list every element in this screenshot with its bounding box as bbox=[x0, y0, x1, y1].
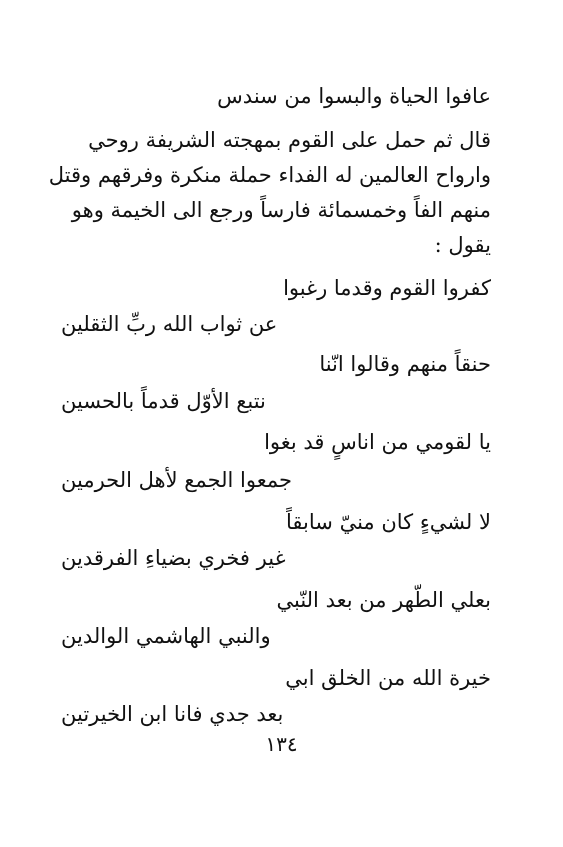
verse-second-hemistich: غير فخري بضياءِ الفرقدين bbox=[61, 546, 286, 570]
verse-first-hemistich: يا لقومي من اناسٍ قد بغوا bbox=[264, 430, 491, 454]
prose-line: قال ثم حمل على القوم بمهجته الشريفة روحي bbox=[88, 128, 491, 152]
verse-second-hemistich: نتبع الأوّل قدماً بالحسين bbox=[61, 389, 266, 413]
verse-first-hemistich: بعلي الطّهر من بعد النّبي bbox=[276, 588, 491, 612]
prose-line: وارواح العالمين له الفداء حملة منكرة وفرقهم وقتل bbox=[48, 163, 491, 187]
verse-second-hemistich: عن ثواب الله ربِّ الثقلين bbox=[61, 312, 278, 336]
verse-first-hemistich: خيرة الله من الخلق ابي bbox=[285, 666, 491, 690]
verse-second-hemistich: والنبي الهاشمي الوالدين bbox=[61, 624, 271, 648]
opening-verse-line: عافوا الحياة والبسوا من سندس bbox=[217, 84, 491, 108]
verse-first-hemistich: لا لشيءٍ كان منيّ سابقاً bbox=[286, 510, 491, 534]
verse-first-hemistich: حنقاً منهم وقالوا انّنا bbox=[319, 352, 491, 376]
verse-second-hemistich: جمعوا الجمع لأهل الحرمين bbox=[61, 468, 292, 492]
verse-second-hemistich: بعد جدي فانا ابن الخيرتين bbox=[61, 702, 284, 726]
verse-first-hemistich: كفروا القوم وقدما رغبوا bbox=[283, 276, 491, 300]
page-number: ١٣٤ bbox=[265, 732, 298, 756]
prose-line: يقول : bbox=[434, 233, 491, 257]
prose-line: منهم الفاً وخمسمائة فارساً ورجع الى الخيمة وهو bbox=[71, 198, 491, 222]
